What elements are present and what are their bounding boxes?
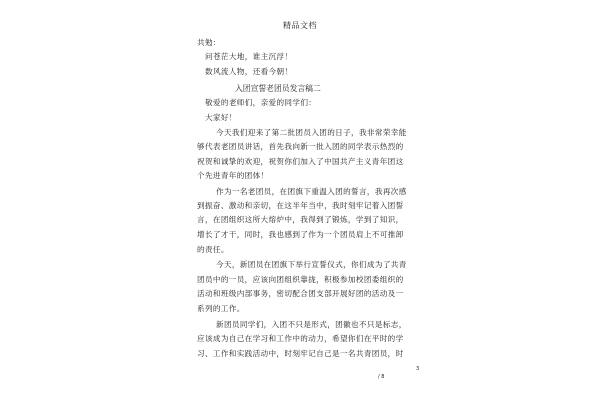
- paragraph-line: 个先进青年的团体！: [197, 171, 269, 180]
- paragraph-line: 团员中的一员，应该向团组织靠拢，积极参加校团委组织的: [197, 275, 404, 284]
- paragraph-line: 系列的工作。: [197, 304, 245, 313]
- paragraph-line: 到振奋、激动和亲切，在这半年当中，我时刻牢记着入团誓: [197, 201, 404, 210]
- paragraph-line: 的责任。: [197, 245, 229, 254]
- page-number: / 8: [378, 374, 385, 380]
- paragraph-line: 今天，新团员在团旗下举行宣誓仪式，你们成为了共青: [216, 260, 407, 269]
- paragraph-line: 作为一名老团员，在团旗下重温入团的誓言，我再次感: [216, 187, 407, 196]
- paragraph-line: 祝贺和诚挚的欢迎，祝贺你们加入了中国共产主义青年团这: [197, 157, 404, 166]
- body-line: 数风流人物，还看今朝！: [205, 67, 293, 76]
- page-header: 精品文档: [283, 21, 317, 30]
- section-title: 入团宣誓老团员发言稿二: [235, 84, 321, 93]
- paragraph-line: 新团员同学们，入团不只是形式，团徽也不只是标志，: [216, 320, 407, 329]
- paragraph-line: 大家好！: [205, 113, 237, 122]
- paragraph-line: 习、工作和实践活动中，时刻牢记自己是一名共青团员，时: [197, 349, 404, 358]
- corner-mark: 3: [416, 366, 420, 372]
- paragraph-line: 今天我们迎来了第二批团员入团的日子，我非常荣幸能: [216, 128, 407, 137]
- body-line: 共勉：: [197, 38, 221, 47]
- paragraph-line: 应该成为自己在学习和工作中的动力，希望你们在平时的学: [197, 334, 404, 343]
- paragraph-line: 活动和班级内部事务，密切配合团支部开展好团的活动及一: [197, 289, 404, 298]
- paragraph-line: 言，在团组织这所大熔炉中，我得到了锻炼，学到了知识，: [197, 215, 404, 224]
- paragraph-line: 敬爱的老师们，亲爱的同学们：: [205, 98, 317, 107]
- paragraph-line: 增长了才干，同时，我也感到了作为一个团员肩上不可推卸: [197, 230, 404, 239]
- paragraph-line: 够代表老团员讲话，首先我向新一批入团的同学表示热烈的: [197, 142, 404, 151]
- body-line: 问苍茫大地，谁主沉浮！: [205, 52, 293, 61]
